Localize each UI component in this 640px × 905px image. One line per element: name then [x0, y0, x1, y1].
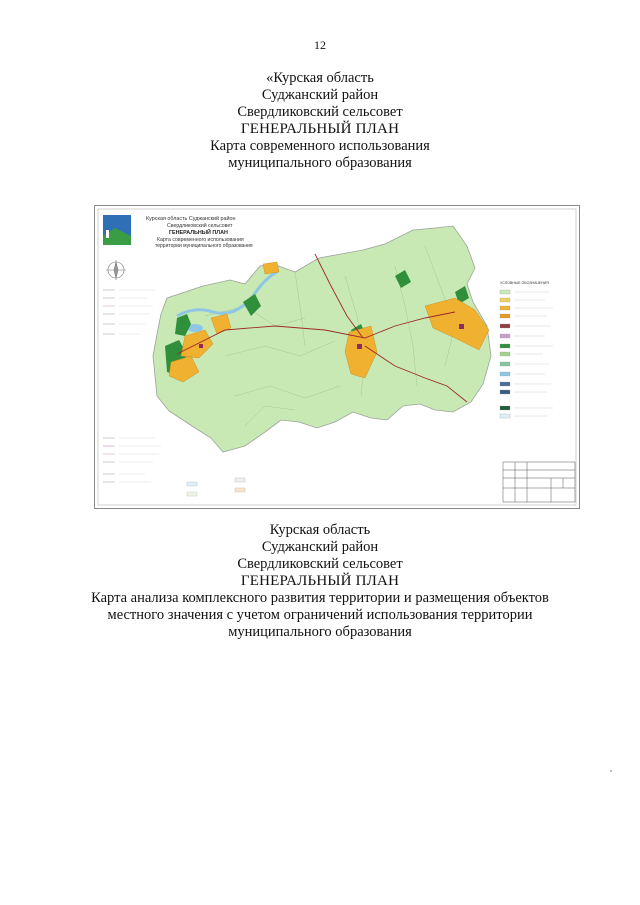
caption-map-name: Карта современного использования [210, 138, 430, 154]
map-image [94, 205, 580, 509]
caption2-district: Суджанский район [261, 539, 379, 555]
bottom-caption [40, 522, 600, 641]
caption-district: Суджанский район [261, 87, 379, 103]
map-title-line4: Карта современного использования [157, 237, 244, 243]
map-title-line3: ГЕНЕРАЛЬНЫЙ ПЛАН [169, 230, 228, 236]
legend-heading: УСЛОВНЫЕ ОБОЗНАЧЕНИЯ [500, 281, 549, 285]
left-legend [103, 290, 155, 334]
map-title-line5: территории муниципального образования [155, 243, 253, 249]
caption2-region: Курская область [269, 522, 371, 538]
caption-plan-title: ГЕНЕРАЛЬНЫЙ ПЛАН [240, 121, 400, 137]
page-edge-mark [610, 770, 612, 772]
title-block [503, 462, 575, 502]
caption2-map-name-end: муниципального образования [228, 624, 412, 640]
map-drawing [95, 206, 579, 508]
caption-map-name-cont: муниципального образования [228, 155, 412, 171]
compass-icon [106, 260, 126, 280]
caption2-map-name-cont: местного значения с учетом ограничений использования территории [107, 607, 533, 623]
caption-council: Свердликовский сельсовет [237, 104, 403, 120]
caption-region: «Курская область [266, 70, 374, 86]
caption2-plan-title: ГЕНЕРАЛЬНЫЙ ПЛАН [240, 573, 400, 589]
map-title-line1: Курская область Суджанский район [146, 216, 236, 222]
top-caption [40, 70, 600, 172]
coat-of-arms-icon [103, 215, 131, 245]
caption2-council: Свердликовский сельсовет [237, 556, 403, 572]
map-title-line2: Свердликовский сельсовет [167, 223, 233, 229]
page-number: 12 [314, 38, 326, 52]
right-legend [500, 290, 553, 418]
caption2-map-name: Карта анализа комплексного развития территории и размещения объектов [91, 590, 549, 606]
